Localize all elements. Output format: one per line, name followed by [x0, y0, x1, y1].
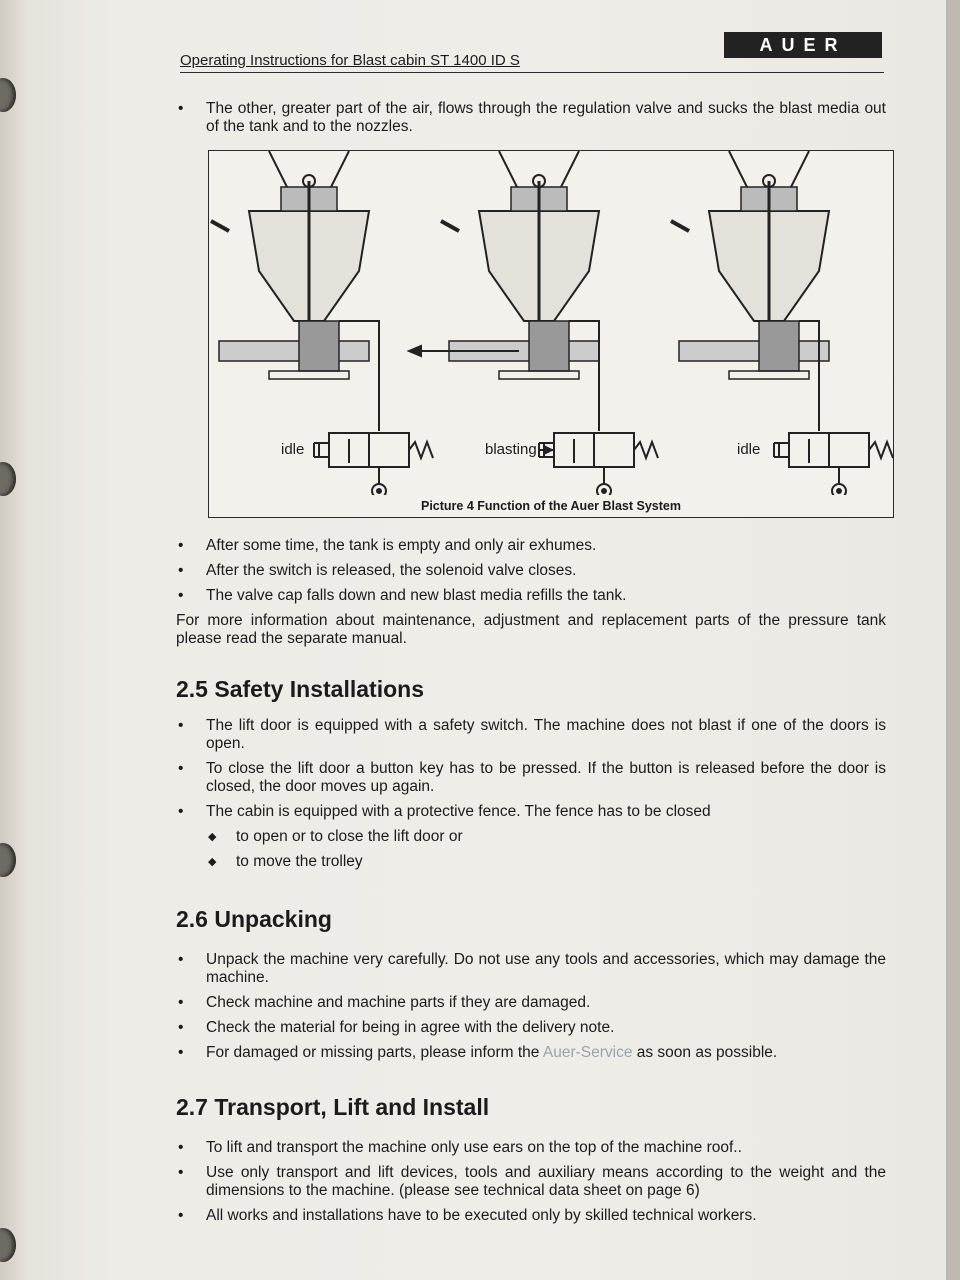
page-edge	[946, 0, 960, 1280]
list-item: • To close the lift door a button key has to be pressed. If the button is released before the door is closed, the door moves up again.	[178, 760, 886, 795]
sub-list-item: ◆ to open or to close the lift door or	[208, 828, 463, 845]
after-figure-section	[176, 537, 886, 648]
list-item: • The valve cap falls down and new blast media refills the tank.	[178, 587, 627, 604]
list-item: • The cabin is equipped with a protective fence. The fence has to be closed	[178, 803, 711, 820]
idle-label: idle	[281, 441, 305, 458]
sub-list-item: ◆ to move the trolley	[208, 853, 363, 870]
list-item: • Check the material for being in agree with the delivery note.	[178, 1019, 615, 1036]
blast-system-diagram	[209, 151, 893, 495]
section-unpacking	[176, 906, 886, 1069]
list-item: • The other, greater part of the air, flows through the regulation valve and sucks the blast media out of the tank and to the nozzles.	[178, 100, 886, 135]
list-item: • For damaged or missing parts, please inform the Auer-Service as soon as possible.	[178, 1044, 778, 1061]
auer-service-link[interactable]: Auer-Service	[542, 1044, 633, 1061]
list-item: • The lift door is equipped with a safety switch. The machine does not blast if one of the doors is open.	[178, 717, 886, 752]
figure-caption: Picture 4 Function of the Auer Blast System	[420, 499, 681, 513]
maintenance-note: For more information about maintenance, adjustment and replacement parts of the pressure tank please read the separate manual.	[176, 612, 886, 647]
pressure-tank-drawing	[211, 151, 369, 379]
section-heading: 2.6 Unpacking	[176, 906, 332, 932]
list-item: • Check machine and machine parts if they are damaged.	[178, 994, 591, 1011]
section-transport	[176, 1094, 886, 1232]
idle-label: idle	[737, 441, 761, 458]
list-item: • After the switch is released, the solenoid valve closes.	[178, 562, 577, 579]
section-safety	[176, 676, 886, 878]
list-item: • Unpack the machine very carefully. Do not use any tools and accessories, which may damage the machine.	[178, 951, 886, 986]
auer-logo: AUER	[724, 32, 882, 58]
list-item: • To lift and transport the machine only use ears on the top of the machine roof..	[178, 1139, 742, 1156]
blasting-label: blasting	[485, 441, 537, 458]
section-heading: 2.5 Safety Installations	[176, 676, 424, 702]
header-title: Operating Instructions for Blast cabin ST 1400 ID S	[180, 52, 520, 69]
intro-section	[176, 100, 886, 143]
solenoid-valve-symbol	[314, 433, 433, 495]
section-heading: 2.7 Transport, Lift and Install	[176, 1094, 490, 1120]
list-item: • After some time, the tank is empty and only air exhumes.	[178, 537, 597, 554]
list-item: • Use only transport and lift devices, tools and auxiliary means according to the weight and the dimensions to the machine. (please see technical data sheet on page 6)	[178, 1164, 886, 1199]
list-item: • All works and installations have to be executed only by skilled technical workers.	[178, 1207, 757, 1224]
blast-system-figure	[208, 150, 894, 518]
